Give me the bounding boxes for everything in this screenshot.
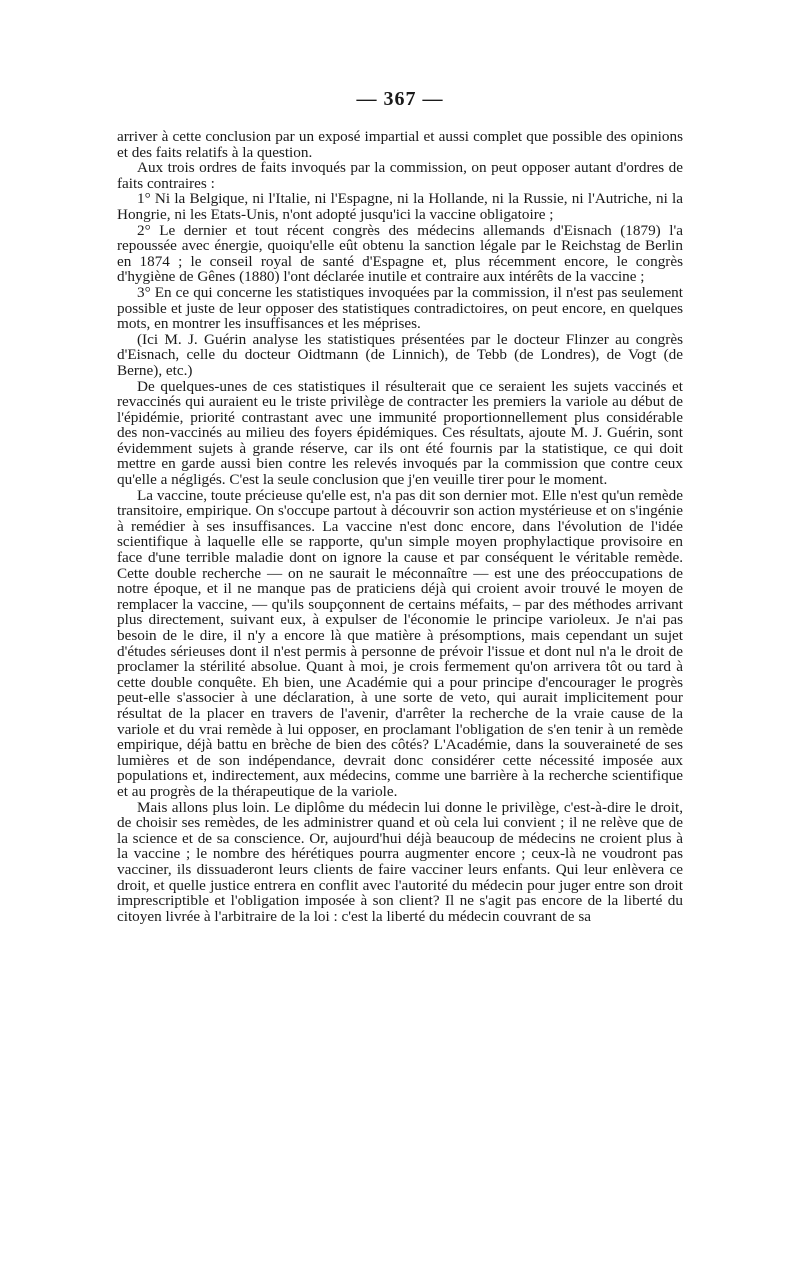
paragraph: Mais allons plus loin. Le diplôme du médecin lui donne le privilège, c'est-à-dire le droit, de choisir ses remèdes, de les administrer quand et où cela lui convient ; il ne relève que de la science et de sa conscience. Or, aujourd'hui déjà beaucoup de médecins ne croient plus à la vaccine ; le nombre des hérétiques pourra augmenter encore ; ceux-là ne voudront pas vacciner, ils dissuaderont leurs clients de faire vacciner leurs enfants. Qui leur enlèvera ce droit, et quelle justice entrera en conflit avec l'autorité du médecin pour juger entre son droit imprescriptible et l'obligation imposée à son client? Il ne s'agit pas encore de la liberté du citoyen livrée à l'arbitraire de la loi : c'est la liberté du médecin couvrant de sa [117, 798, 683, 925]
paragraph: arriver à cette conclusion par un exposé impartial et aussi complet que possible des opinions et des faits relatifs à la question. [117, 128, 683, 161]
body-text [117, 129, 683, 924]
paragraph: 2° Le dernier et tout récent congrès des médecins allemands d'Eisnach (1879) l'a repoussée avec énergie, quoiqu'elle eût obtenu la sanction légale par le Reichstag de Berlin en 1874 ; le conseil royal de santé d'Espagne et, plus récemment encore, le congrès d'hygiène de Gênes (1880) l'ont déclarée inutile et contraire aux intérêts de la vaccine ; [117, 221, 683, 286]
paragraph: 3° En ce qui concerne les statistiques invoquées par la commission, il n'est pas seulement possible et juste de leur opposer des statistiques contradictoires, on peut encore, en quelques mots, en montrer les insuffisances et les méprises. [117, 283, 683, 333]
paragraph: La vaccine, toute précieuse qu'elle est, n'a pas dit son dernier mot. Elle n'est qu'un remède transitoire, empirique. On s'occupe partout à découvrir son action mystérieuse et on s'ingénie à remédier à ses insuffisances. La vaccine n'est donc encore, dans l'évolution de l'idée scientifique à laquelle elle se rapporte, qu'un simple moyen prophylactique provisoire en face d'une terrible maladie dont on ignore la cause et par conséquent le véritable remède. Cette double recherche — on ne saurait le méconnaître — est une des préoccupations de notre époque, et il ne manque pas de praticiens déjà qui croient avoir trouvé le moyen de remplacer la vaccine, — qu'ils soupçonnent de certains méfaits, – par des méthodes arrivant plus directement, suivant eux, à expulser de l'économie le principe varioleux. Je n'ai pas besoin de le dire, il n'y a encore là que matière à présomptions, mais cependant un sujet d'études sérieuses dont il n'est permis à personne de prévoir l'issue et dont nul n'a le droit de proclamer la stérilité absolue. Quant à moi, je crois fermement qu'on arrivera tôt ou tard à cette double conquête. Eh bien, une Académie qui a pour principe d'encourager le progrès peut-elle s'associer à une déclaration, à une sorte de veto, qui aurait implicitement pour résultat de la placer en travers de l'avenir, d'arrêter la recherche de la vraie cause de la variole et du vrai remède à lui opposer, en proclamant l'obligation de s'en tenir à un remède empirique, déjà battu en brèche de bien des côtés? L'Académie, dans la souveraineté de ses lumières et de son indépendance, devrait donc considérer cette nécessité imposée aux populations et, indirectement, aux médecins, comme une barrière à la recherche scientifique et au progrès de la thérapeutique de la variole. [117, 486, 683, 800]
paragraph: (Ici M. J. Guérin analyse les statistiques présentées par le docteur Flinzer au congrès d'Eisnach, celle du docteur Oidtmann (de Linnich), de Tebb (de Londres), de Vogt (de Berne), etc.) [117, 330, 683, 379]
page-number: — 367 — [356, 88, 444, 110]
document-page [117, 88, 683, 924]
paragraph: Aux trois ordres de faits invoqués par la commission, on peut opposer autant d'ordres de faits contraires : [117, 159, 683, 192]
paragraph: De quelques-unes de ces statistiques il résulterait que ce seraient les sujets vaccinés et revaccinés qui auraient eu le triste privilège de contracter les premiers la variole au début de l'épidémie, priorité contrastant avec une immunité proportionnellement plus considérable des non-vaccinés au milieu des foyers épidémiques. Ces résultats, ajoute M. J. Guérin, sont évidemment sujets à grande réserve, car ils ont été fournis par la statistique, ce qui doit mettre en garde aussi bien contre les relevés invoqués par la commission que contre ceux qu'elle a négligés. C'est la seule conclusion que j'en veuille tirer pour le moment. [117, 377, 683, 489]
paragraph: 1° Ni la Belgique, ni l'Italie, ni l'Espagne, ni la Hollande, ni la Russie, ni l'Autriche, ni la Hongrie, ni les Etats-Unis, n'ont adopté jusqu'ici la vaccine obligatoire ; [117, 190, 683, 223]
